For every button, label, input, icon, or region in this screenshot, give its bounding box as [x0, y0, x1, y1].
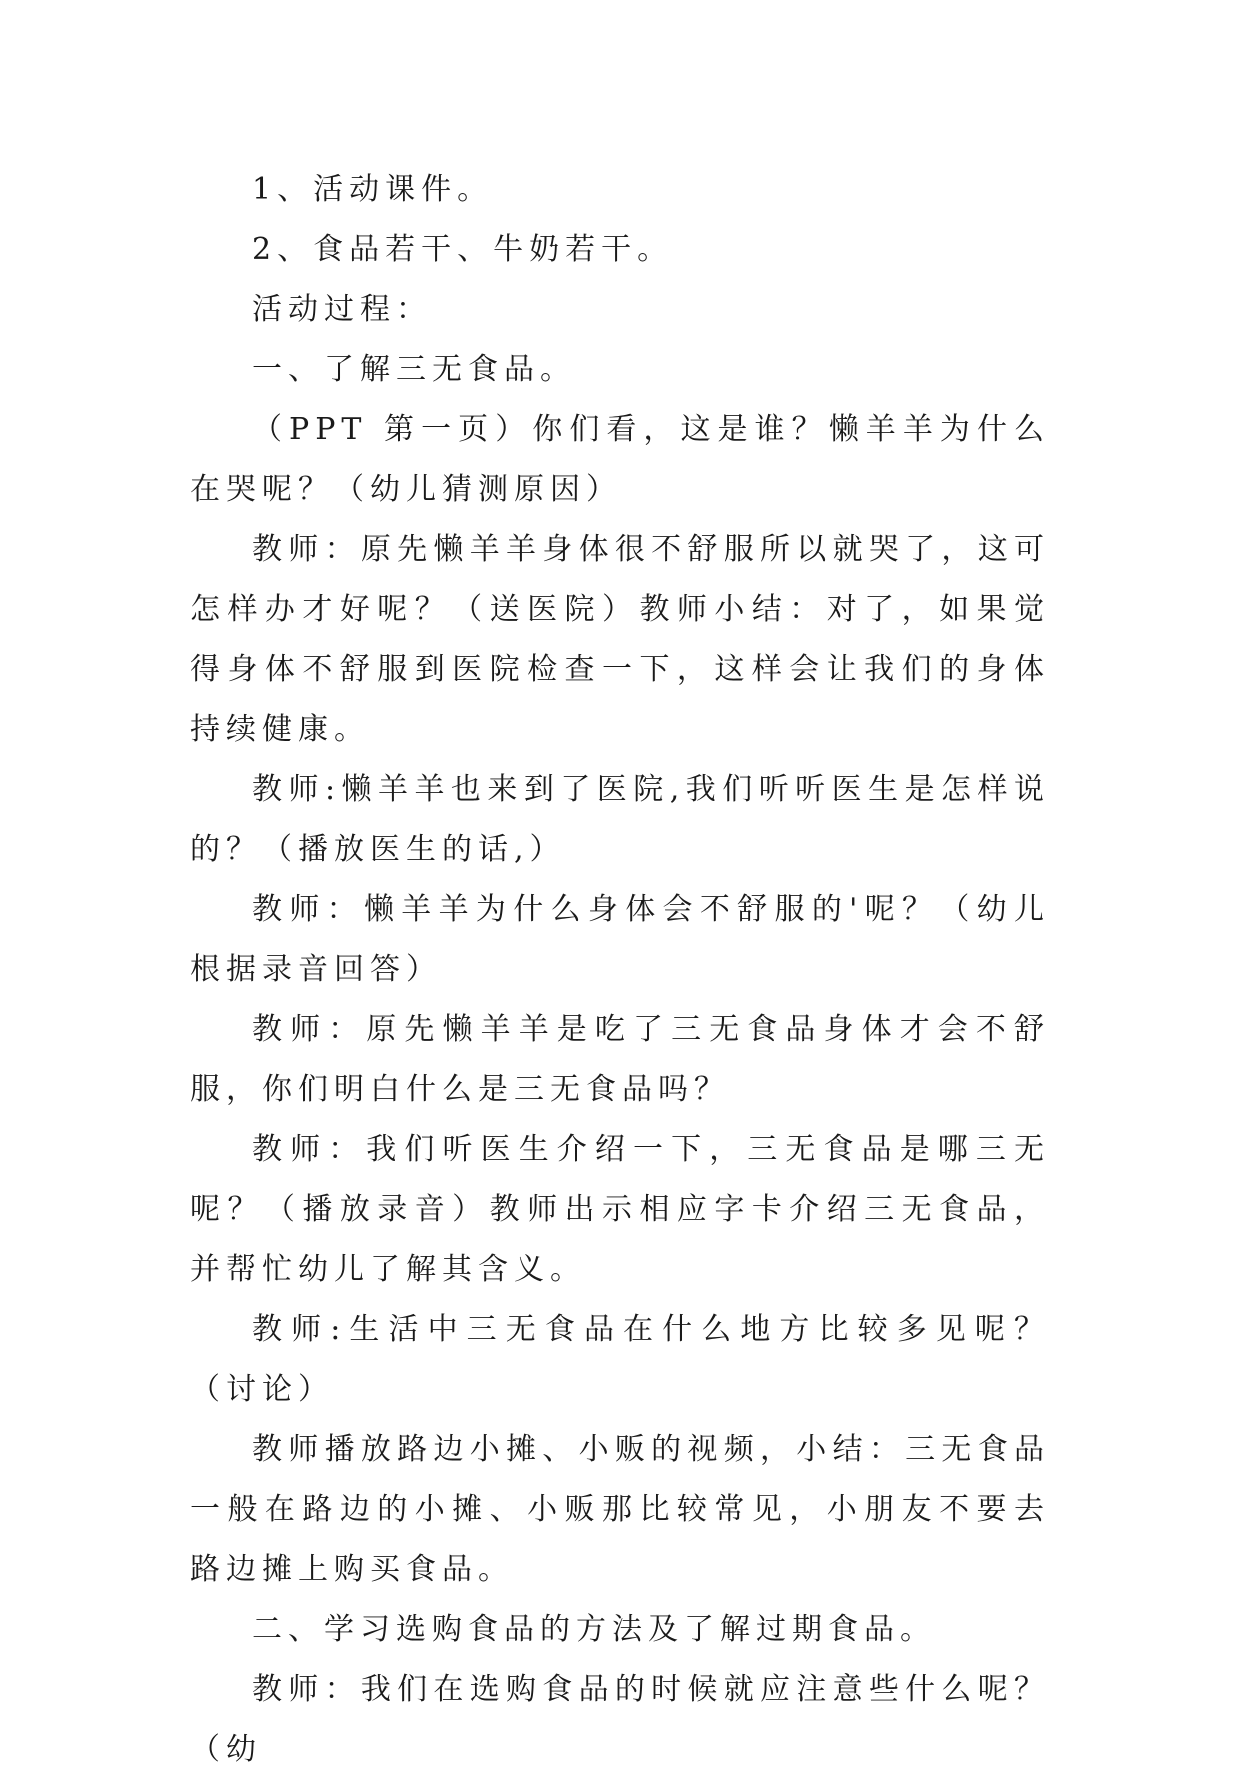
- paragraph: 教师:懒羊羊也来到了医院,我们听听医生是怎样说的？（播放医生的话,）: [190, 772, 1050, 867]
- paragraph: 教师：我们听医生介绍一下，三无食品是哪三无呢？（播放录音）教师出示相应字卡介绍三无食品，并帮忙幼儿了解其含义。: [190, 1132, 1050, 1287]
- paragraph: 教师:生活中三无食品在什么地方比较多见呢？（讨论）: [190, 1312, 1050, 1407]
- paragraph: 教师：原先懒羊羊身体很不舒服所以就哭了，这可怎样办才好呢？（送医院）教师小结：对了，如果觉得身体不舒服到医院检查一下，这样会让我们的身体持续健康。: [190, 532, 1050, 747]
- paragraph: 活动过程：: [252, 292, 432, 327]
- paragraph: 教师：原先懒羊羊是吃了三无食品身体才会不舒服，你们明白什么是三无食品吗？: [190, 1012, 1050, 1107]
- document-body: [190, 160, 1050, 1780]
- paragraph: 教师播放路边小摊、小贩的视频，小结：三无食品一般在路边的小摊、小贩那比较常见，小朋友不要去路边摊上购买食品。: [190, 1432, 1050, 1587]
- paragraph: 1、活动课件。: [252, 172, 494, 207]
- paragraph: 教师：懒羊羊为什么身体会不舒服的'呢？（幼儿根据录音回答）: [190, 892, 1050, 987]
- paragraph: 2、食品若干、牛奶若干。: [252, 232, 674, 267]
- paragraph: 二、学习选购食品的方法及了解过期食品。: [252, 1612, 936, 1647]
- paragraph: 一、了解三无食品。: [252, 352, 576, 387]
- paragraph: （PPT 第一页）你们看，这是谁？懒羊羊为什么在哭呢？（幼儿猜测原因）: [190, 412, 1050, 507]
- paragraph: 教师：我们在选购食品的时候就应注意些什么呢？（幼: [190, 1672, 1050, 1767]
